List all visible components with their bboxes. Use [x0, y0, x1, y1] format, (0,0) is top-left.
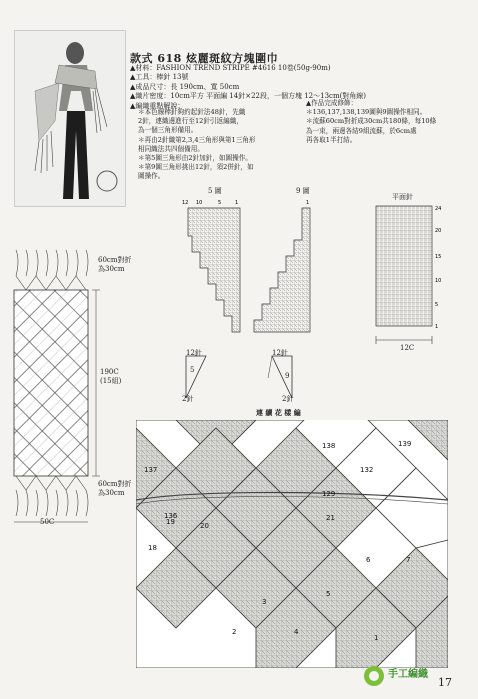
- svg-text:1: 1: [435, 324, 439, 330]
- block-number: 136: [164, 512, 178, 520]
- pattern-title: 款式 618 炫麗斑紋方塊圍巾: [130, 52, 279, 65]
- scarf-width-label: 50C: [40, 518, 55, 526]
- spec-line: ▲編織重點解說：: [130, 101, 185, 110]
- tri5-bottom: 2針: [182, 395, 194, 403]
- chart5-col-label: 10: [196, 200, 203, 206]
- svg-text:15: 15: [435, 254, 442, 260]
- block-number: 21: [326, 514, 335, 522]
- chart9-stitch-grid: [250, 196, 322, 336]
- note-line: ＊流蘇60cm對折成30cm共180條，每10條: [306, 117, 437, 126]
- finishing-notes: [306, 99, 472, 145]
- note-line: ＊第9圖三角形挑出12針，須2併針，如: [138, 163, 254, 172]
- fringe-top-label: 60cm對折 為30cm: [98, 256, 132, 273]
- tri9-top: 12針: [272, 349, 288, 357]
- block-number: 18: [148, 544, 157, 552]
- note-line: 為一個三角形備用。: [138, 126, 198, 135]
- spec-line: ▲材料：FASHION TREND STRIPE #4616 10卷(50g-90m): [130, 64, 331, 72]
- note-line: 再各取1半打結。: [306, 135, 357, 144]
- note-line: ＊再由2針織第2,3,4三角形與第1三角形: [138, 135, 256, 144]
- block-number: 19: [166, 518, 175, 526]
- note-line: 2針，連織邊進行至12針引返編織，: [138, 117, 243, 126]
- block-number: 7: [406, 556, 411, 564]
- block-number: 132: [360, 466, 374, 474]
- page-number: 17: [438, 676, 452, 689]
- block-number: 3: [262, 598, 267, 606]
- note-line: ＊136,137,138,139圖與9圖操作相同。: [306, 108, 427, 117]
- plain-stitch-label: 平面針: [392, 193, 413, 201]
- svg-text:10: 10: [435, 278, 442, 284]
- model-figure-illustration: [15, 31, 125, 206]
- tri9-bottom: 2針: [282, 395, 294, 403]
- continuous-pattern-label: 連 續 花 樣 編: [256, 408, 301, 417]
- watermark-text: 手工編織: [388, 669, 428, 680]
- tri9-number: 9: [285, 372, 290, 380]
- tri5-number: 5: [190, 366, 195, 374]
- svg-text:1: 1: [306, 200, 310, 206]
- site-watermark: [362, 663, 472, 689]
- plain-stitch-grid: [372, 202, 452, 352]
- block-number: 139: [398, 440, 412, 448]
- note-line: 圖操作。: [138, 172, 165, 181]
- chart5-col-label: 5: [218, 200, 222, 206]
- knitting-notes: [138, 108, 306, 182]
- block-number: 20: [200, 522, 209, 530]
- block-number: 1: [374, 634, 379, 642]
- svg-text:5: 5: [435, 302, 439, 308]
- chart5-col-label: 12: [182, 200, 189, 206]
- note-line: 為一束，兩邊各結9組流蘇，於6cm處: [306, 126, 417, 135]
- block-number: 4: [294, 628, 299, 636]
- finishing-heading: ▲作品完成修飾：: [306, 99, 358, 107]
- chart5-stitch-grid: [180, 196, 252, 336]
- svg-text:24: 24: [435, 206, 442, 212]
- fringe-bottom-label: 60cm對折 為30cm: [98, 480, 132, 497]
- spec-line: ▲成品尺寸：長 190cm、寬 50cm: [130, 82, 240, 91]
- svg-text:20: 20: [435, 228, 442, 234]
- block-number: 138: [322, 442, 336, 450]
- plain-stitch-width: 12C: [400, 344, 415, 352]
- block-number: 129: [322, 490, 336, 498]
- note-line: 相同織法共四個備用。: [138, 144, 204, 153]
- model-photo: [14, 30, 126, 207]
- note-line: ＊本色線棒針夠約起針法48針，先織: [138, 108, 246, 116]
- chart5-label: 5 圖: [208, 187, 222, 195]
- spec-line: ▲工具：棒針 13號: [130, 73, 189, 82]
- block-number: 2: [232, 628, 237, 636]
- chart5-col-label: 1: [235, 200, 239, 206]
- block-number: 6: [366, 556, 371, 564]
- block-assembly-diagram: [136, 420, 448, 668]
- block-number: 5: [326, 590, 331, 598]
- spec-line: ▲織片密度：10cm平方 平面編 14針×22段，一個方塊 12～13cm(對角線): [130, 92, 367, 101]
- scarf-length-label: 190C (15組): [100, 368, 122, 385]
- note-line: ＊第5圖三角形由2針加針，如圖操作。: [138, 154, 252, 163]
- block-number: 137: [144, 466, 158, 474]
- tri5-top: 12針: [186, 349, 202, 357]
- chart9-label: 9 圖: [296, 187, 310, 195]
